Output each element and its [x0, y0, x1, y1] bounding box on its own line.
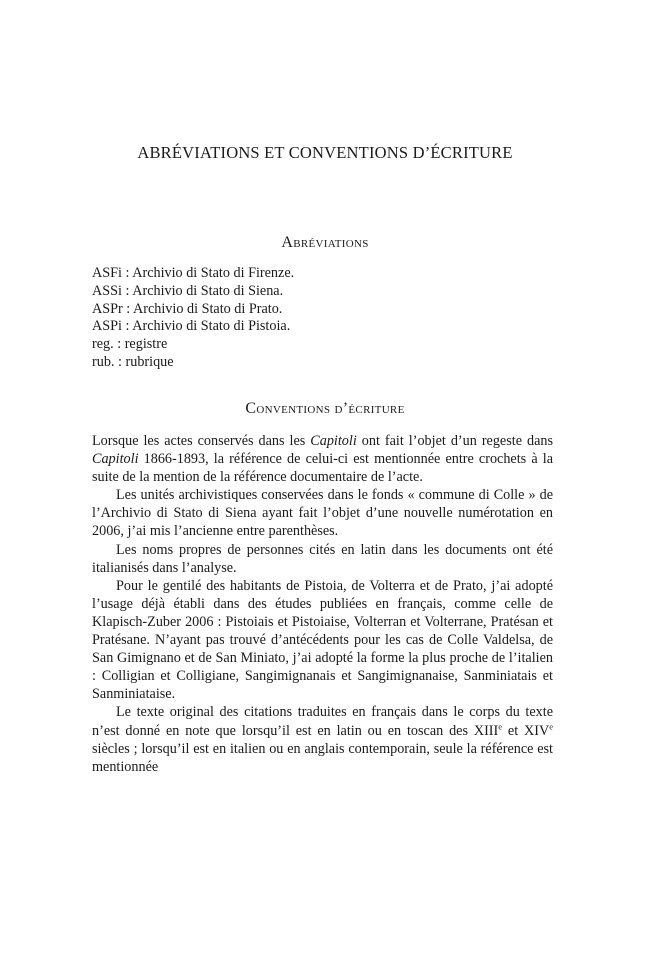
superscript: e — [498, 720, 503, 731]
abbreviation-item: ASPr : Archivio di Stato di Prato. — [92, 300, 283, 317]
abbreviation-item: reg. : registre — [92, 336, 168, 353]
text-run: Lorsque les actes conservés dans les — [92, 433, 311, 449]
page-title: ABRÉVIATIONS ET CONVENTIONS D’ÉCRITURE — [137, 143, 513, 162]
abbreviations-list — [92, 265, 562, 372]
superscript: e — [549, 720, 553, 731]
paragraph-citations — [92, 703, 553, 775]
abbreviation-item: ASSi : Archivio di Stato di Siena. — [92, 282, 284, 299]
text-run: ont fait l’objet d’un regeste dans — [356, 433, 553, 449]
conventions-body — [92, 432, 553, 776]
abbreviations-heading: Abréviations — [281, 234, 369, 251]
text-run: 1866-1893, la référence de celui-ci est mentionnée entre crochets à la suite de la mention de la référence documentaire de l’acte. — [92, 451, 553, 486]
text-run: et XIV — [502, 722, 550, 739]
italic-title: Capitoli — [310, 433, 357, 449]
abbreviation-item: ASPi : Archivio di Stato di Pistoia. — [92, 318, 291, 335]
abbreviation-item: rub. : rubrique — [92, 353, 174, 370]
text-run: siècles ; lorsqu’il est en italien ou en anglais contemporain, seule la référence est mentionnée — [92, 740, 553, 775]
text-run: Le texte original des citations traduites en français dans le corps du texte n’est donné en note que lorsqu’il est en latin ou en toscan des XIII — [92, 704, 553, 739]
paragraph-archival-units: Les unités archivistiques conservées dans le fonds « commune di Colle » de l’Archivio di Stato di Siena ayant fait l’objet d’une nouvelle numérotation en 2006, j’ai mis l’ancienne entre parenthèses. — [92, 487, 553, 540]
conventions-heading: Conventions d’écriture — [245, 400, 405, 417]
paragraph-proper-names: Les noms propres de personnes cités en latin dans les documents ont été italianisés dans l’analyse. — [92, 541, 553, 576]
paragraph-capitoli — [92, 432, 553, 486]
abbreviation-item: ASFi : Archivio di Stato di Firenze. — [92, 265, 295, 281]
paragraph-gentile: Pour le gentilé des habitants de Pistoia, de Volterra et de Prato, j’ai adopté l’usage déjà établi dans des études publiées en français, comme celle de Klapisch-Zuber 2006 : Pistoiais et Pistoiaise, Volterran et Volterrane, Pratésan et Pratésane. N’ayant pas trouvé d’antécédents pour les cas de Colle Valdelsa, de San Gimignano et de San Miniato, j’ai adopté la forme la plus proche de l’italien : Colligian et Colligiane, Sangimignanais et Sangimignanaise, Sanminiatais et Sanminiataise. — [92, 577, 553, 703]
italic-title: Capitoli — [92, 451, 139, 468]
